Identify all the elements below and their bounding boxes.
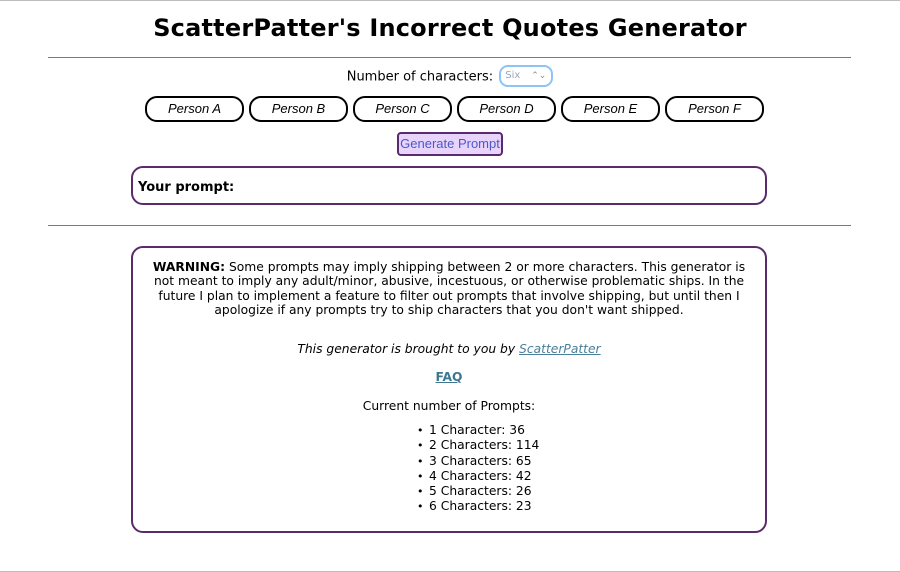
list-item: • 1 Character: 36 <box>417 423 525 437</box>
bullet-icon: • <box>417 469 424 483</box>
character-count-row <box>0 66 900 88</box>
person-d-input[interactable]: Person D <box>457 96 556 122</box>
person-f-input[interactable]: Person F <box>665 96 764 122</box>
prompt-output-box <box>131 166 767 205</box>
person-inputs <box>145 96 764 122</box>
faq-link[interactable]: FAQ <box>435 370 463 384</box>
warning-text <box>141 260 757 318</box>
credit-line <box>133 342 765 356</box>
list-item: • 2 Characters: 114 <box>417 438 540 453</box>
character-count-select[interactable] <box>499 65 553 87</box>
bullet-icon: • <box>417 485 424 499</box>
character-count-label: Number of characters: <box>346 69 494 85</box>
list-item: • 3 Characters: 65 <box>417 453 532 468</box>
prompt-count-heading: Current number of Prompts: <box>362 399 536 413</box>
divider-top <box>48 57 851 58</box>
top-border <box>0 0 900 1</box>
list-item: • 4 Characters: 42 <box>417 468 532 483</box>
credit-text: This generator is brought to you by <box>297 342 520 356</box>
info-panel <box>131 246 767 533</box>
list-item: • 5 Characters: 26 <box>417 484 532 499</box>
bullet-icon: • <box>417 424 424 437</box>
bullet-icon: • <box>417 439 424 453</box>
warning-body: Some prompts may imply shipping between 2 or more characters. This generator is not meant to imply any adult/minor, abusive, incestuous, or otherwise problematic ships. In the future I plan to implement a feature to filter out prompts that involve shipping, but until then I apologize if any prompts try to ship characters that you don't want shipped. <box>153 260 746 318</box>
warning-heading: WARNING: <box>152 260 226 274</box>
author-link[interactable]: ScatterPatter <box>519 342 601 356</box>
person-c-input[interactable]: Person C <box>353 96 452 122</box>
person-e-input[interactable]: Person E <box>561 96 660 122</box>
list-item: • 6 Characters: 23 <box>417 499 532 514</box>
character-count-value: Six <box>505 70 521 81</box>
divider-middle <box>48 225 851 226</box>
person-a-input[interactable]: Person A <box>145 96 244 122</box>
bullet-icon: • <box>417 500 424 514</box>
generate-prompt-button[interactable]: Generate Prompt <box>397 132 503 156</box>
faq-row <box>133 370 765 384</box>
prompt-count-list <box>417 423 539 515</box>
bullet-icon: • <box>417 454 424 468</box>
person-b-input[interactable]: Person B <box>249 96 348 122</box>
chevron-updown-icon: ⌃⌄ <box>531 71 547 81</box>
page-title: ScatterPatter's Incorrect Quotes Generator <box>153 14 747 42</box>
prompt-label: Your prompt: <box>138 180 235 195</box>
